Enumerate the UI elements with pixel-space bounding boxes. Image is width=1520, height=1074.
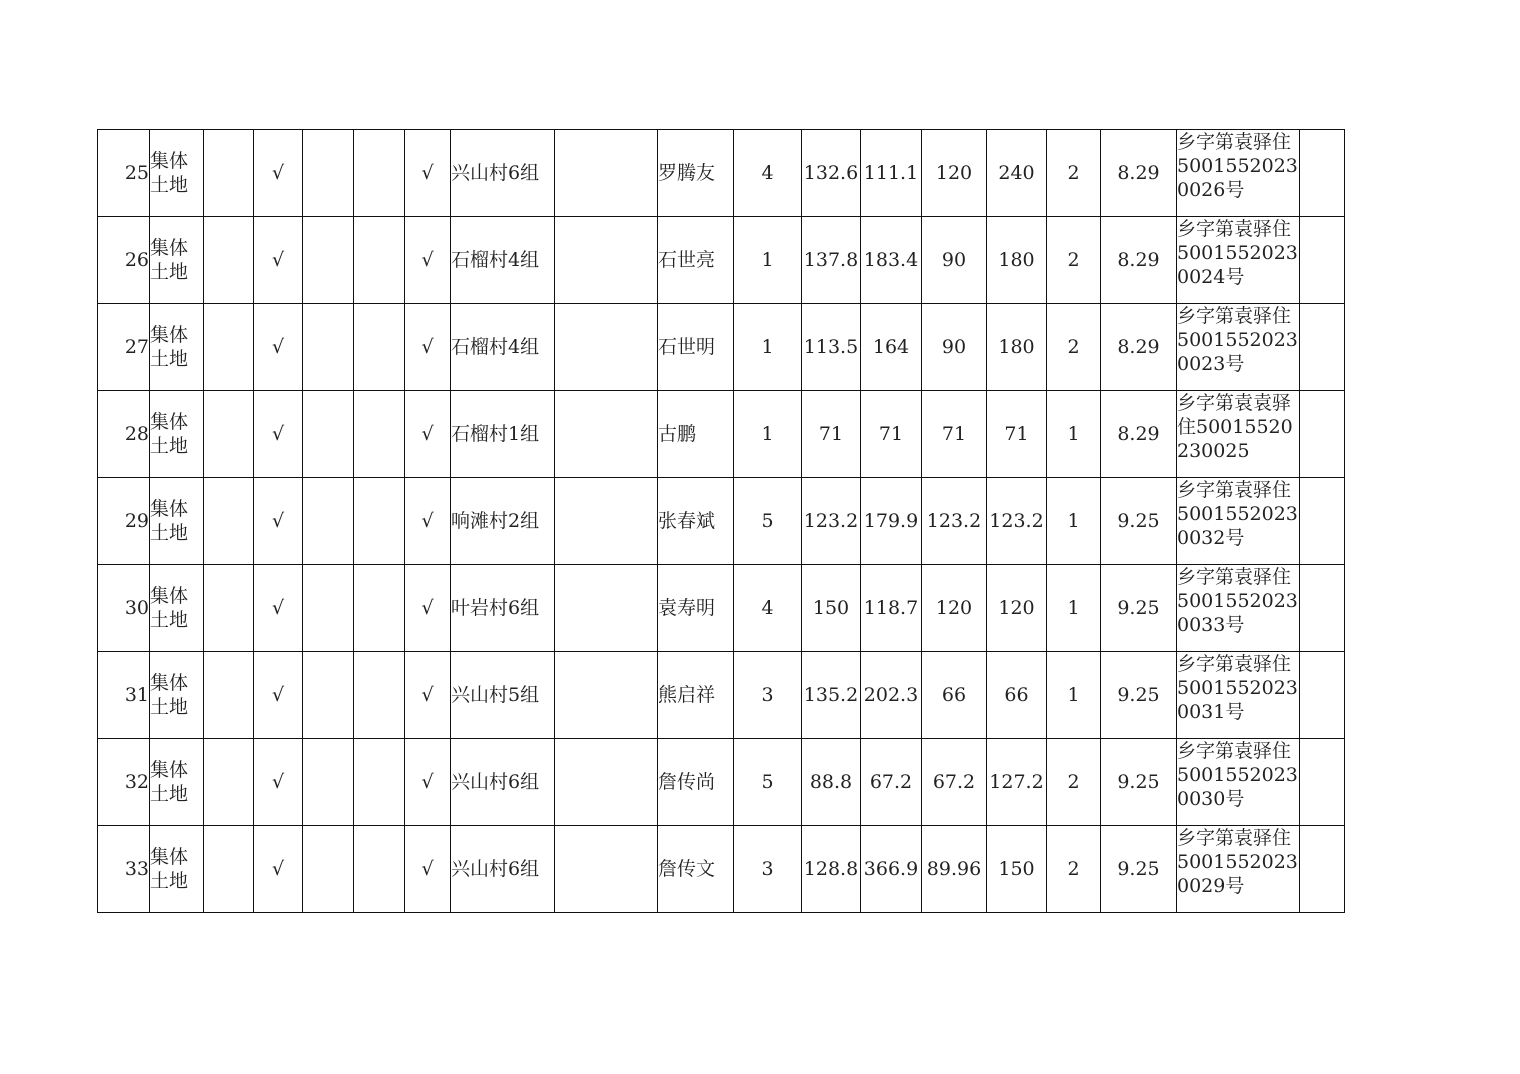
land-type-text: 集体土地	[150, 672, 189, 718]
row-number: 32	[98, 739, 150, 826]
floor-count: 1	[1047, 478, 1101, 565]
blank-cell	[354, 391, 405, 478]
land-type-text: 集体土地	[150, 759, 189, 805]
land-type-text: 集体土地	[150, 846, 189, 892]
household-persons: 5	[734, 478, 802, 565]
approval-date: 9.25	[1101, 652, 1177, 739]
owner-name: 詹传尚	[658, 739, 734, 826]
village-group: 兴山村5组	[451, 652, 555, 739]
owner-name: 熊启祥	[658, 652, 734, 739]
area-value-4: 123.2	[987, 478, 1047, 565]
land-type	[150, 826, 204, 913]
check-mark-b: √	[405, 304, 451, 391]
area-value-3: 89.96	[922, 826, 987, 913]
area-value-1: 71	[802, 391, 861, 478]
area-value-4: 71	[987, 391, 1047, 478]
blank-cell	[1300, 565, 1345, 652]
land-type	[150, 565, 204, 652]
village-group: 兴山村6组	[451, 739, 555, 826]
blank-cell	[1300, 304, 1345, 391]
certificate-number	[1177, 130, 1300, 217]
certificate-number	[1177, 391, 1300, 478]
blank-cell	[354, 304, 405, 391]
check-mark-b: √	[405, 652, 451, 739]
floor-count: 2	[1047, 217, 1101, 304]
check-mark-b: √	[405, 739, 451, 826]
blank-cell	[1300, 826, 1345, 913]
blank-cell	[555, 565, 658, 652]
village-group: 石榴村4组	[451, 304, 555, 391]
area-value-4: 150	[987, 826, 1047, 913]
owner-name: 古鹏	[658, 391, 734, 478]
blank-cell	[204, 478, 254, 565]
certificate-text: 乡字第袁驿住50015520230030号	[1177, 740, 1298, 810]
approval-date: 9.25	[1101, 739, 1177, 826]
area-value-3: 66	[922, 652, 987, 739]
certificate-text: 乡字第袁驿住50015520230029号	[1177, 827, 1298, 897]
certificate-number	[1177, 826, 1300, 913]
land-type-text: 集体土地	[150, 585, 189, 631]
blank-cell	[354, 217, 405, 304]
row-number: 30	[98, 565, 150, 652]
approval-date: 9.25	[1101, 565, 1177, 652]
blank-cell	[303, 826, 354, 913]
table-row	[98, 304, 1345, 391]
owner-name: 罗腾友	[658, 130, 734, 217]
blank-cell	[204, 739, 254, 826]
blank-cell	[555, 478, 658, 565]
check-mark-a: √	[254, 826, 303, 913]
check-mark-b: √	[405, 478, 451, 565]
certificate-number	[1177, 565, 1300, 652]
blank-cell	[354, 478, 405, 565]
check-mark-a: √	[254, 478, 303, 565]
area-value-3: 120	[922, 130, 987, 217]
approval-date: 9.25	[1101, 826, 1177, 913]
blank-cell	[1300, 130, 1345, 217]
owner-name: 石世亮	[658, 217, 734, 304]
household-persons: 1	[734, 217, 802, 304]
area-value-2: 202.3	[861, 652, 922, 739]
blank-cell	[555, 130, 658, 217]
area-value-4: 127.2	[987, 739, 1047, 826]
area-value-1: 135.2	[802, 652, 861, 739]
area-value-2: 67.2	[861, 739, 922, 826]
table-row	[98, 652, 1345, 739]
blank-cell	[555, 826, 658, 913]
check-mark-a: √	[254, 130, 303, 217]
blank-cell	[204, 217, 254, 304]
certificate-text: 乡字第袁驿住50015520230026号	[1177, 131, 1298, 201]
floor-count: 2	[1047, 130, 1101, 217]
check-mark-b: √	[405, 565, 451, 652]
blank-cell	[555, 652, 658, 739]
area-value-1: 150	[802, 565, 861, 652]
approval-date: 8.29	[1101, 304, 1177, 391]
floor-count: 1	[1047, 652, 1101, 739]
land-type	[150, 304, 204, 391]
certificate-text: 乡字第袁驿住50015520230024号	[1177, 218, 1298, 288]
blank-cell	[354, 565, 405, 652]
approval-date: 8.29	[1101, 391, 1177, 478]
area-value-4: 180	[987, 217, 1047, 304]
household-persons: 4	[734, 565, 802, 652]
check-mark-a: √	[254, 652, 303, 739]
check-mark-a: √	[254, 739, 303, 826]
certificate-number	[1177, 304, 1300, 391]
blank-cell	[354, 652, 405, 739]
land-type-text: 集体土地	[150, 324, 189, 370]
area-value-3: 120	[922, 565, 987, 652]
blank-cell	[303, 565, 354, 652]
blank-cell	[555, 304, 658, 391]
floor-count: 2	[1047, 739, 1101, 826]
check-mark-b: √	[405, 217, 451, 304]
certificate-number	[1177, 652, 1300, 739]
row-number: 31	[98, 652, 150, 739]
household-persons: 1	[734, 391, 802, 478]
land-type-text: 集体土地	[150, 411, 189, 457]
village-group: 兴山村6组	[451, 826, 555, 913]
area-value-2: 118.7	[861, 565, 922, 652]
permit-table	[97, 129, 1345, 913]
row-number: 33	[98, 826, 150, 913]
check-mark-a: √	[254, 565, 303, 652]
village-group: 石榴村1组	[451, 391, 555, 478]
blank-cell	[204, 130, 254, 217]
floor-count: 2	[1047, 826, 1101, 913]
check-mark-b: √	[405, 130, 451, 217]
land-type-text: 集体土地	[150, 237, 189, 283]
blank-cell	[204, 565, 254, 652]
area-value-2: 71	[861, 391, 922, 478]
land-type	[150, 217, 204, 304]
household-persons: 1	[734, 304, 802, 391]
approval-date: 9.25	[1101, 478, 1177, 565]
blank-cell	[354, 739, 405, 826]
village-group: 石榴村4组	[451, 217, 555, 304]
area-value-4: 120	[987, 565, 1047, 652]
land-type	[150, 652, 204, 739]
table-row	[98, 478, 1345, 565]
table-row	[98, 391, 1345, 478]
owner-name: 石世明	[658, 304, 734, 391]
area-value-1: 132.6	[802, 130, 861, 217]
check-mark-b: √	[405, 826, 451, 913]
certificate-text: 乡字第袁袁驿住50015520230025	[1177, 392, 1293, 462]
area-value-3: 67.2	[922, 739, 987, 826]
village-group: 叶岩村6组	[451, 565, 555, 652]
blank-cell	[303, 391, 354, 478]
floor-count: 1	[1047, 391, 1101, 478]
blank-cell	[303, 217, 354, 304]
blank-cell	[1300, 478, 1345, 565]
area-value-4: 240	[987, 130, 1047, 217]
area-value-3: 71	[922, 391, 987, 478]
certificate-number	[1177, 739, 1300, 826]
blank-cell	[1300, 739, 1345, 826]
check-mark-a: √	[254, 304, 303, 391]
blank-cell	[204, 652, 254, 739]
blank-cell	[204, 826, 254, 913]
household-persons: 3	[734, 826, 802, 913]
area-value-2: 179.9	[861, 478, 922, 565]
land-type	[150, 739, 204, 826]
table-row	[98, 739, 1345, 826]
area-value-4: 180	[987, 304, 1047, 391]
floor-count: 1	[1047, 565, 1101, 652]
area-value-1: 137.8	[802, 217, 861, 304]
table-row	[98, 130, 1345, 217]
check-mark-a: √	[254, 217, 303, 304]
village-group: 响滩村2组	[451, 478, 555, 565]
land-type-text: 集体土地	[150, 150, 189, 196]
row-number: 28	[98, 391, 150, 478]
blank-cell	[555, 391, 658, 478]
certificate-text: 乡字第袁驿住50015520230032号	[1177, 479, 1298, 549]
household-persons: 3	[734, 652, 802, 739]
blank-cell	[204, 391, 254, 478]
household-persons: 5	[734, 739, 802, 826]
area-value-3: 90	[922, 304, 987, 391]
blank-cell	[555, 739, 658, 826]
owner-name: 张春斌	[658, 478, 734, 565]
blank-cell	[303, 304, 354, 391]
blank-cell	[1300, 391, 1345, 478]
area-value-3: 123.2	[922, 478, 987, 565]
area-value-2: 366.9	[861, 826, 922, 913]
certificate-text: 乡字第袁驿住50015520230031号	[1177, 653, 1298, 723]
row-number: 26	[98, 217, 150, 304]
area-value-2: 164	[861, 304, 922, 391]
blank-cell	[303, 739, 354, 826]
approval-date: 8.29	[1101, 217, 1177, 304]
floor-count: 2	[1047, 304, 1101, 391]
village-group: 兴山村6组	[451, 130, 555, 217]
certificate-number	[1177, 217, 1300, 304]
table-row	[98, 217, 1345, 304]
certificate-number	[1177, 478, 1300, 565]
area-value-1: 113.5	[802, 304, 861, 391]
area-value-1: 123.2	[802, 478, 861, 565]
land-type-text: 集体土地	[150, 498, 189, 544]
approval-date: 8.29	[1101, 130, 1177, 217]
blank-cell	[303, 478, 354, 565]
blank-cell	[555, 217, 658, 304]
area-value-1: 88.8	[802, 739, 861, 826]
land-type	[150, 130, 204, 217]
blank-cell	[1300, 217, 1345, 304]
land-type	[150, 478, 204, 565]
blank-cell	[204, 304, 254, 391]
area-value-2: 111.1	[861, 130, 922, 217]
blank-cell	[354, 826, 405, 913]
area-value-3: 90	[922, 217, 987, 304]
certificate-text: 乡字第袁驿住50015520230023号	[1177, 305, 1298, 375]
blank-cell	[1300, 652, 1345, 739]
row-number: 25	[98, 130, 150, 217]
row-number: 29	[98, 478, 150, 565]
check-mark-b: √	[405, 391, 451, 478]
land-type	[150, 391, 204, 478]
blank-cell	[303, 130, 354, 217]
row-number: 27	[98, 304, 150, 391]
area-value-1: 128.8	[802, 826, 861, 913]
blank-cell	[303, 652, 354, 739]
owner-name: 詹传文	[658, 826, 734, 913]
blank-cell	[354, 130, 405, 217]
certificate-text: 乡字第袁驿住50015520230033号	[1177, 566, 1298, 636]
area-value-2: 183.4	[861, 217, 922, 304]
area-value-4: 66	[987, 652, 1047, 739]
owner-name: 袁寿明	[658, 565, 734, 652]
check-mark-a: √	[254, 391, 303, 478]
table-row	[98, 826, 1345, 913]
table-row	[98, 565, 1345, 652]
household-persons: 4	[734, 130, 802, 217]
